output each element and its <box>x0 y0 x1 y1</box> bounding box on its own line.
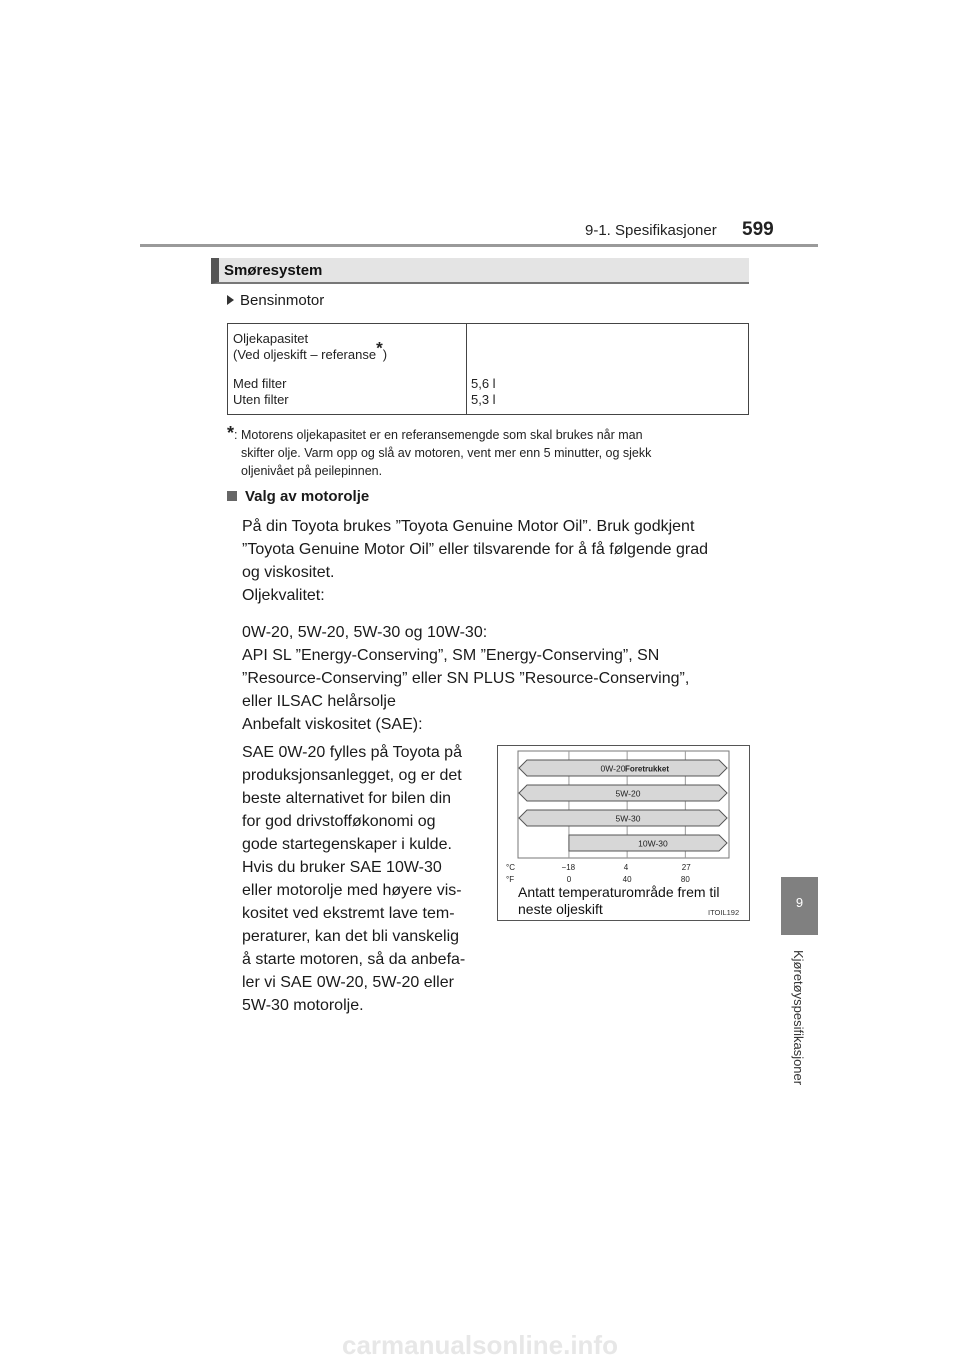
text-line: 5W-30 motorolje. <box>242 997 364 1014</box>
text-line: ”Resource-Conserving” eller SN PLUS ”Resource-Conserving”, <box>242 670 690 687</box>
row-value-without-filter: 5,3 l <box>471 392 496 407</box>
bar-label: 5W-20 <box>615 788 641 799</box>
row-label-without-filter: Uten filter <box>233 392 289 407</box>
table-header-line: Oljekapasitet <box>233 331 309 346</box>
chapter-number: 9 <box>795 895 804 910</box>
tick-label-c: 4 <box>623 863 629 872</box>
chart-ticks <box>506 863 691 884</box>
bar-label: 0W-20 <box>600 763 626 774</box>
oil-capacity-table <box>227 323 749 415</box>
text-line: produksjonsanlegget, og er det <box>242 767 462 784</box>
footnote <box>227 424 747 480</box>
paragraph-cold-start <box>242 856 477 1017</box>
text-line: SAE 0W-20 fylles på Toyota på <box>242 744 462 761</box>
text-line: 0W-20, 5W-20, 5W-30 og 10W-30: <box>242 624 488 641</box>
table-header-text: ) <box>382 347 388 362</box>
caption-line: Antatt temperaturområde frem til <box>518 884 720 900</box>
bar-note: Foretrukket <box>624 764 670 774</box>
text-line: API SL ”Energy-Conserving”, SM ”Energy-Conserving”, SN <box>242 647 660 664</box>
text-line: og viskositet. <box>242 564 335 581</box>
footnote-marker: * <box>376 338 383 358</box>
footnote-text: : Motorens oljekapasitet er en referansemengde som skal brukes når man <box>234 428 643 442</box>
text-line: for god drivstofføkonomi og <box>242 813 436 830</box>
oil-quality-label: Oljekvalitet: <box>242 587 325 604</box>
caption-line: neste oljeskift <box>518 901 603 917</box>
text-line: å starte motoren, så da anbefa- <box>242 951 466 968</box>
subsection-heading <box>227 488 369 505</box>
section-breadcrumb: 9-1. Spesifikasjoner <box>585 222 717 239</box>
figure-id: ITOIL192 <box>708 908 740 917</box>
text-line: beste alternativet for bilen din <box>242 790 452 807</box>
subsection-title: Valg av motorolje <box>245 488 370 505</box>
text-line: eller ILSAC helårsolje <box>242 693 396 710</box>
tick-label-c: 27 <box>681 863 691 872</box>
bar-label: 10W-30 <box>638 838 668 849</box>
tick-label-f: 80 <box>680 875 690 884</box>
text-line: På din Toyota brukes ”Toyota Genuine Motor Oil”. Bruk godkjent <box>242 518 695 535</box>
tick-label-f: 40 <box>622 875 632 884</box>
row-value-with-filter: 5,6 l <box>471 376 496 391</box>
text-line: eller motorolje med høyere vis- <box>242 882 462 899</box>
table-row-values <box>471 376 496 408</box>
footnote-line <box>227 424 747 444</box>
table-header-text: (Ved oljeskift – referanse <box>233 347 377 362</box>
text-line: peraturer, kan det bli vanskelig <box>242 928 460 945</box>
chart-caption <box>518 884 720 918</box>
axis-label-fahrenheit: °F <box>506 875 515 884</box>
tick-label-c: −18 <box>561 863 576 872</box>
text-line: ”Toyota Genuine Motor Oil” eller tilsvarende for å få følgende grad <box>242 541 709 558</box>
watermark: carmanualsonline.info <box>342 1330 618 1360</box>
header-rule <box>140 244 818 247</box>
text-line: kositet ved ekstremt lave tem- <box>242 905 455 922</box>
engine-type-label <box>227 292 324 309</box>
tick-label-f: 0 <box>566 875 572 884</box>
recommended-viscosity-label: Anbefalt viskositet (SAE): <box>242 716 423 733</box>
intro-paragraph <box>242 515 744 584</box>
arrow-right-icon <box>227 295 234 305</box>
axis-label-celsius: °C <box>506 863 515 872</box>
viscosity-chart-figure <box>497 745 750 921</box>
table-header-cell <box>233 331 387 363</box>
footnote-line: skifter olje. Varm opp og slå av motoren, vent mer enn 5 minutter, og sjekk <box>241 446 652 460</box>
text-line: ler vi SAE 0W-20, 5W-20 eller <box>242 974 454 991</box>
chapter-label: Kjøretøyspesifikasjoner <box>791 950 806 1086</box>
table-row-labels <box>233 376 289 408</box>
bar-label: 5W-30 <box>615 813 641 824</box>
oil-quality-paragraph <box>242 621 744 713</box>
engine-type-text: Bensinmotor <box>240 292 325 309</box>
text-line: gode startegenskaper i kulde. <box>242 836 452 853</box>
footnote-line: oljenivået på peilepinnen. <box>241 464 383 478</box>
section-title: Smøresystem <box>224 262 323 279</box>
page-number: 599 <box>742 219 774 240</box>
footnote-star: * <box>227 423 235 443</box>
square-bullet-icon <box>227 491 237 501</box>
table-divider <box>466 324 467 414</box>
paragraph-factory-fill <box>242 741 477 856</box>
chart-bars <box>519 760 727 851</box>
text-line: Hvis du bruker SAE 10W-30 <box>242 859 442 876</box>
row-label-with-filter: Med filter <box>233 376 287 391</box>
